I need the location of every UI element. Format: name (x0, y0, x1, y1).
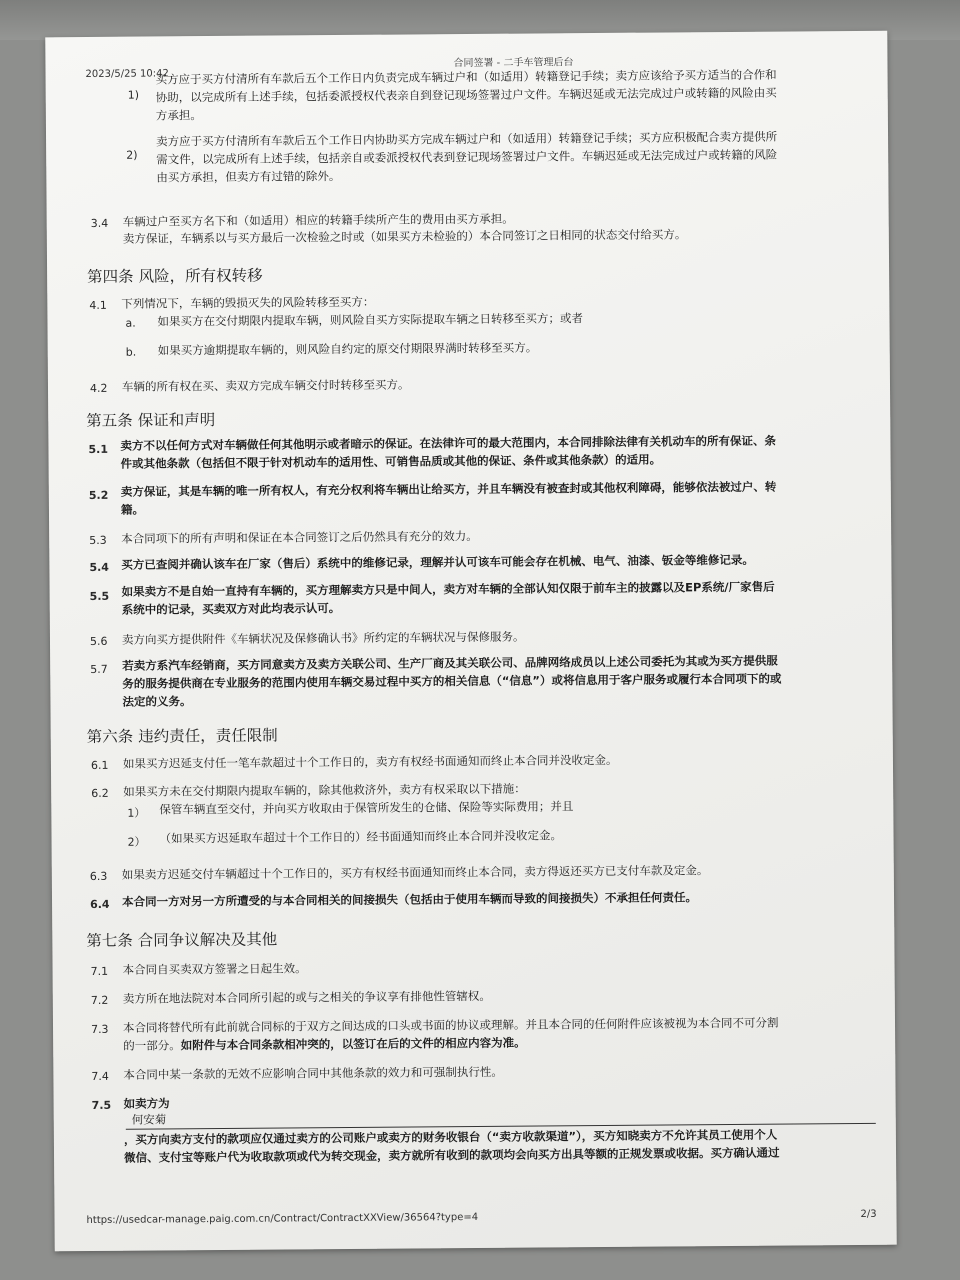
clause-number: 5.2 (88, 488, 109, 502)
clause-7-1-text: 本合同自买卖双方签署之日起生效。 (122, 961, 307, 977)
clause-3-4-line1: 车辆过户至买方名下和（如适用）相应的转籍手续所产生的费用由买方承担。 (122, 211, 514, 229)
item2-line1: 卖方应于买方付清所有车款后五个工作日内协助买方完成车辆过户和（如适用）转籍登记手续；买方应积极配合卖方提供所 (156, 129, 778, 149)
clause-5-4-text: 买方已查阅并确认该车在厂家（售后）系统中的维修记录，理解并认可该车可能会存在机械、电气、油漆、钣金等维修记录。 (121, 552, 754, 572)
clause-number: 6.4 (90, 897, 110, 911)
seller-name: 何安菊 (131, 1112, 167, 1127)
clause-5-2-line2: 籍。 (120, 502, 145, 517)
clause-number: 5.1 (88, 442, 109, 456)
clause-5-5-line1: 如果卖方不是自始一直持有车辆的，买方理解卖方只是中间人，卖方对车辆的全部认知仅限于前车主的披露以及EP系统/厂家售后 (121, 579, 775, 599)
clause-6-2-item1: 保管车辆直至交付，并向买方收取由于保管所发生的仓储、保险等实际费用；并且 (159, 799, 574, 817)
clause-4-1-a: 如果买方在交付期限内提取车辆，则风险自买方实际提取车辆之日转移至买方；或者 (157, 311, 584, 329)
clause-7-3-line2 (123, 1034, 526, 1055)
clause-7-5-line2: 微信、支付宝等账户代为收取款项或代为转交现金，卖方就所有收到的款项均会向买方出具等额的正规发票或收据。买方确认通过 (123, 1145, 780, 1165)
clause-7-3-line2-bold: 如附件与本合同条款相冲突的，以签订在后的文件的相应内容为准。 (180, 1035, 526, 1053)
clause-5-5-line2: 系统中的记录，买卖双方对此均表示认可。 (121, 601, 341, 617)
item-number: 1） (127, 806, 146, 820)
item-letter: a. (125, 316, 136, 330)
clause-6-3-text: 如果卖方迟延交付车辆超过十个工作日的，买方有权经书面通知而终止本合同，卖方得返还买方已支付车款及定金。 (121, 863, 709, 882)
clause-5-1-line2: 件或其他条款（包括但不限于针对机动车的适用性、可销售品质或其他的保证、条件或其他条款）的适用。 (120, 452, 662, 471)
print-page-title: 合同签署 - 二手车管理后台 (453, 57, 574, 70)
clause-number: 5.3 (89, 533, 107, 547)
clause-5-7-line3: 法定的义务。 (122, 694, 192, 709)
clause-7-5-line1: ，买方向卖方支付的款项应仅通过卖方的公司账户或卖方的财务收银台（“卖方收款渠道”），买方知晓卖方不允许其员工使用个人 (123, 1127, 778, 1147)
clause-5-1-line1: 卖方不以任何方式对车辆做任何其他明示或者暗示的保证。在法律许可的最大范围内，本合同排除法律有关机动车的所有保证、条 (120, 433, 776, 453)
item-number: 1) (127, 88, 140, 102)
item1-line3: 方承担。 (155, 108, 202, 123)
clause-6-1-text: 如果买方迟延支付任一笔车款超过十个工作日的，卖方有权经书面通知而终止本合同并没收定金。 (122, 752, 618, 771)
item-number: 2） (127, 835, 146, 849)
clause-5-6-text: 卖方向买方提供附件《车辆状况及保修确认书》所约定的车辆状况与保修服务。 (121, 629, 525, 647)
article-6-heading: 第六条 违约责任，责任限制 (86, 726, 278, 747)
clause-number: 5.4 (89, 560, 109, 574)
clause-7-3-line1: 本合同将替代所有此前就合同标的于双方之间达成的口头或书面的协议或理解。并且本合同的任何附件应该被视为本合同不可分割 (122, 1015, 779, 1035)
page-number: 2/3 (860, 1208, 877, 1220)
clause-number: 4.1 (89, 298, 107, 312)
clause-6-2-text: 如果买方未在交付期限内提取车辆的，除其他救济外，卖方有权采取以下措施： (123, 781, 526, 799)
clause-number: 6.2 (91, 786, 109, 800)
clause-number: 5.7 (90, 662, 108, 676)
clause-6-4-text: 本合同一方对另一方所遭受的与本合同相关的间接损失（包括由于使用车辆而导致的间接损失）不承担任何责任。 (121, 890, 698, 909)
clause-number: 5.5 (89, 589, 110, 603)
clause-number: 5.6 (89, 634, 108, 648)
clause-5-2-line1: 卖方保证，其是车辆的唯一所有权人，有充分权利将车辆出让给买方，并且车辆没有被查封或其他权利障碍，能够依法被过户、转 (120, 479, 777, 499)
clause-7-4-text: 本合同中某一条款的无效不应影响合同中其他条款的效力和可强制执行性。 (123, 1064, 503, 1082)
article-4-heading: 第四条 风险，所有权转移 (87, 266, 263, 287)
clause-4-1-b: 如果买方逾期提取车辆的，则风险自约定的原交付期限界满时转移至买方。 (157, 340, 538, 358)
article-5-heading: 第五条 保证和声明 (86, 411, 216, 431)
clause-4-1-text: 下列情况下，车辆的毁损灭失的风险转移至买方： (121, 294, 375, 311)
clause-number: 6.1 (90, 758, 109, 772)
item1-line2: 协助，以完成所有上述手续，包括委派授权代表亲自到登记现场签署过户文件。车辆迟延或无法完成过户或转籍的风险由买 (155, 85, 777, 105)
clause-number: 6.3 (89, 869, 108, 884)
clause-number: 7.1 (90, 964, 109, 978)
clause-7-3-line2-plain: 的一部分。 (123, 1038, 181, 1053)
clause-number: 7.4 (91, 1069, 109, 1083)
item1-line1: 买方应于买方付清所有车款后五个工作日内负责完成车辆过户和（如适用）转籍登记手续；卖方应该给予买方适当的合作和 (155, 67, 777, 87)
item2-line3: 由买方承担，但卖方有过错的除外。 (156, 169, 341, 185)
clause-7-2-text: 卖方所在地法院对本合同所引起的或与之相关的争议享有排他性管辖权。 (122, 988, 491, 1006)
clause-3-4-line2: 卖方保证，车辆系以与买方最后一次检验之时或（如果买方未检验的）本合同签订之日相同的状态交付给买方。 (122, 227, 687, 246)
clause-number: 4.2 (89, 381, 108, 395)
article-7-heading: 第七条 合同争议解决及其他 (86, 930, 278, 951)
clause-number: 7.5 (91, 1098, 112, 1112)
item2-line2: 需文件，以完成所有上述手续，包括亲自或委派授权代表到登记现场签署过户文件。车辆迟延或无法完成过户或转籍的风险 (156, 147, 778, 167)
clause-6-2-item2: （如果买方迟延取车超过十个工作日的）经书面通知而终止本合同并没收定金。 (159, 828, 563, 846)
contract-page (45, 31, 897, 1252)
clause-number: 7.2 (90, 993, 109, 1007)
print-url: https://usedcar-manage.paig.com.cn/Contract/ContractXXView/36564?type=4 (86, 1211, 479, 1227)
clause-7-5-label: 如卖方为 (123, 1096, 170, 1111)
clause-5-3-text: 本合同项下的所有声明和保证在本合同签订之后仍然具有充分的效力。 (121, 528, 478, 546)
print-date: 2023/5/25 10:42 (85, 68, 169, 81)
clause-5-7-line1: 若卖方系汽车经销商，买方同意卖方及卖方关联公司、生产厂商及其关联公司、品牌网络成员以上述公司委托为其或为买方提供服 (122, 653, 778, 673)
item-letter: b. (125, 345, 137, 359)
clause-5-7-line2: 务的服务提供商在专业服务的范围内使用车辆交易过程中买方的相关信息（“信息”）或将信息用于客户服务或履行本合同项下的或 (122, 671, 782, 691)
clause-number: 3.4 (90, 216, 109, 230)
clause-number: 7.3 (90, 1022, 109, 1036)
clause-4-2-text: 车辆的所有权在买、卖双方完成车辆交付时转移至买方。 (121, 377, 410, 394)
item-number: 2) (126, 148, 138, 162)
